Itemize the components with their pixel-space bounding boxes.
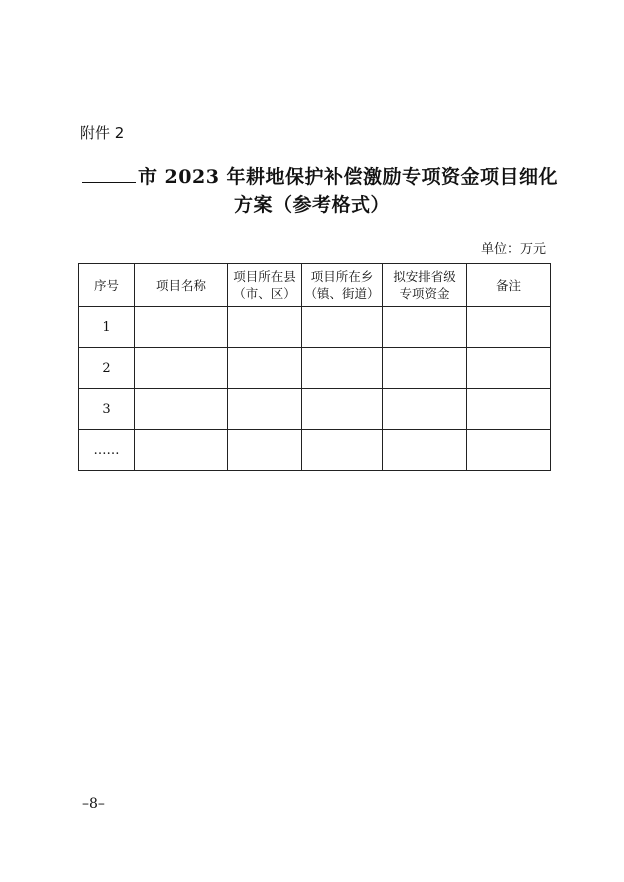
document-title-line-2: 方案（参考格式）	[233, 194, 390, 216]
header-project-name: 项目名称	[135, 264, 228, 307]
header-county: 项目所在县 （市、区）	[228, 264, 302, 307]
cell-funds	[383, 307, 467, 348]
row-index: 1	[79, 307, 135, 348]
cell-township	[302, 348, 383, 389]
cell-funds	[383, 430, 467, 471]
unit-label: 单位：万元	[480, 242, 546, 257]
cell-funds	[383, 348, 467, 389]
cell-project-name	[135, 348, 228, 389]
cell-remarks	[467, 430, 551, 471]
header-remarks: 备注	[467, 264, 551, 307]
cell-county	[228, 430, 302, 471]
page-number: –8–	[82, 796, 105, 812]
cell-county	[228, 348, 302, 389]
document-title	[8, 162, 624, 189]
cell-township	[302, 389, 383, 430]
row-index: 3	[79, 389, 135, 430]
cell-project-name	[135, 389, 228, 430]
table-row	[79, 307, 551, 348]
cell-project-name	[135, 307, 228, 348]
title-blank-underline	[82, 168, 136, 183]
row-index: ……	[79, 430, 135, 471]
project-table	[78, 263, 551, 471]
cell-project-name	[135, 430, 228, 471]
cell-county	[228, 389, 302, 430]
table-row	[79, 430, 551, 471]
attachment-label: 附件 2	[80, 124, 125, 142]
header-funds: 拟安排省级 专项资金	[383, 264, 467, 307]
cell-township	[302, 307, 383, 348]
cell-township	[302, 430, 383, 471]
table-row	[79, 389, 551, 430]
table-row	[79, 348, 551, 389]
cell-county	[228, 307, 302, 348]
header-index: 序号	[79, 264, 135, 307]
title-line-1: 市 2023 年耕地保护补偿激励专项资金项目细化	[137, 166, 559, 188]
row-index: 2	[79, 348, 135, 389]
table-header-row	[79, 264, 551, 307]
cell-remarks	[467, 348, 551, 389]
header-township: 项目所在乡 （镇、街道）	[302, 264, 383, 307]
cell-funds	[383, 389, 467, 430]
cell-remarks	[467, 307, 551, 348]
cell-remarks	[467, 389, 551, 430]
